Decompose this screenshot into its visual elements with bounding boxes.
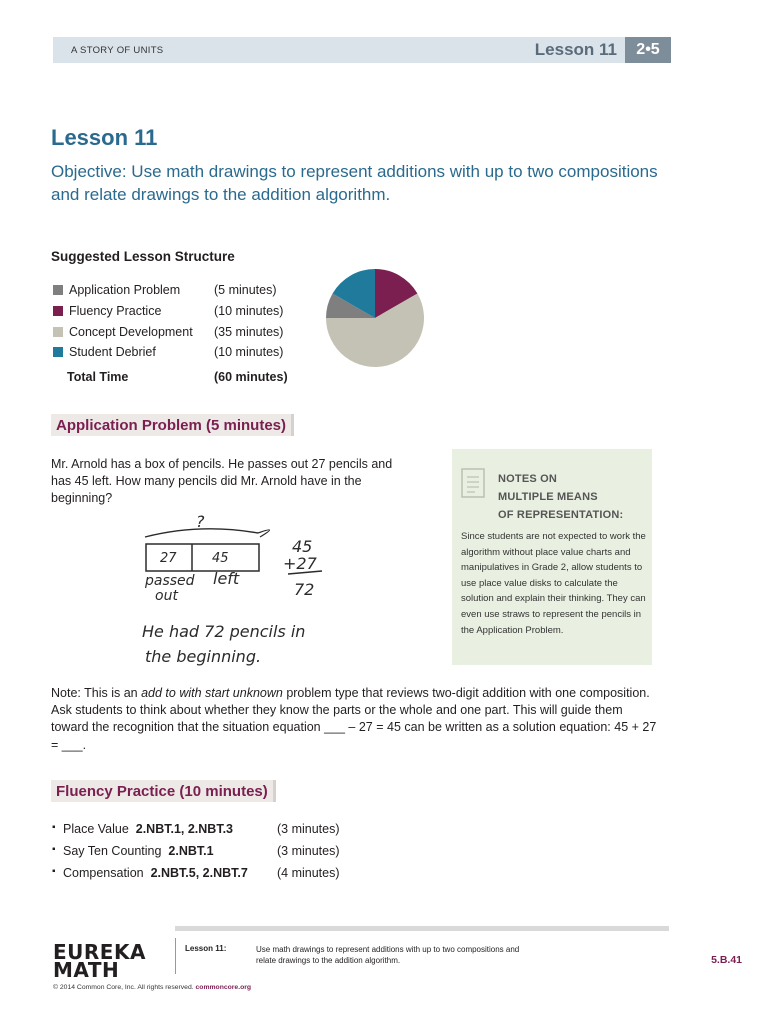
series-label: A STORY OF UNITS [71, 45, 164, 56]
application-heading: Application Problem (5 minutes) [51, 414, 291, 436]
module-badge: 2•5 [625, 37, 671, 63]
bullet-icon: ▪ [52, 866, 56, 877]
fluency-item-name: Compensation 2.NBT.5, 2.NBT.7 [63, 866, 248, 880]
header-lesson: Lesson 11 [534, 40, 617, 59]
eureka-math-logo: EUREKA MATH [53, 940, 146, 982]
hand-part-45: 45 [212, 551, 229, 566]
structure-name: Application Problem [69, 283, 181, 297]
teacher-note [51, 685, 661, 754]
footer-lesson-label: Lesson 11: [185, 944, 227, 953]
hand-answer-line1: He had 72 pencils in [142, 622, 306, 641]
fluency-item [51, 866, 371, 884]
structure-minutes: (35 minutes) [214, 325, 284, 339]
structure-minutes: (10 minutes) [214, 345, 284, 359]
structure-name: Fluency Practice [69, 304, 162, 318]
hand-addend-top: 45 [292, 537, 313, 556]
objective: Objective: Use math drawings to represent additions with up to two compositions and relate drawings to the addition algorithm. [51, 162, 658, 204]
brace-right [258, 530, 270, 537]
fluency-item [51, 822, 371, 840]
total-row [67, 370, 307, 384]
hand-part-27: 27 [160, 551, 177, 566]
lesson-title: Lesson 11 [51, 125, 158, 150]
note-emphasis: add to with start unknown [141, 686, 283, 700]
swatch-concept [53, 327, 63, 337]
swatch-application [53, 285, 63, 295]
page-header [53, 37, 671, 63]
note-suffix: problem type that reviews two-digit addition with one composition. Ask students to think about whether they know the parts or the whole and one part. This will guide them toward the recognition that the situation equation ___ – 27 = 45 can be written as a solution equation: 45 + 27 = ___. [51, 686, 657, 752]
hand-label-passed: passed [145, 573, 195, 589]
fluency-item-minutes: (3 minutes) [277, 844, 340, 858]
structure-minutes: (5 minutes) [214, 283, 277, 297]
page-number: 5.B.41 [711, 954, 742, 966]
fluency-item-name: Say Ten Counting 2.NBT.1 [63, 844, 214, 858]
hand-sum: 72 [294, 580, 315, 599]
fluency-item [51, 844, 371, 862]
application-problem-text: Mr. Arnold has a box of pencils. He passes out 27 pencils and has 45 left. How many pencils did Mr. Arnold have in the beginning? [51, 457, 393, 505]
notes-sidebar [452, 449, 652, 665]
footer-description: Use math drawings to represent additions with up to two compositions and relate drawings to the addition algorithm. [256, 945, 520, 965]
fluency-heading: Fluency Practice (10 minutes) [51, 780, 273, 802]
notes-text: Since students are not expected to work the algorithm without place value charts and manipulatives in Grade 2, allow students to use place value disks to calculate the solution and explain their thinking. They can even use straws to represent the pencils in the Application Problem. [461, 531, 646, 636]
bullet-icon: ▪ [52, 822, 56, 833]
fluency-item-minutes: (3 minutes) [277, 822, 340, 836]
notes-title-line1: NOTES ON [498, 473, 558, 485]
notes-title-line2: MULTIPLE MEANS [498, 491, 598, 503]
structure-name: Concept Development [69, 325, 193, 339]
hand-answer-line2: the beginning. [145, 647, 262, 666]
structure-heading: Suggested Lesson Structure [51, 249, 235, 264]
hand-question-mark: ? [196, 512, 205, 531]
swatch-fluency [53, 306, 63, 316]
note-prefix: Note: This is an [51, 686, 142, 700]
copyright-site: commoncore.org [195, 984, 252, 991]
notes-title [498, 470, 623, 524]
fluency-item-minutes: (4 minutes) [277, 866, 340, 880]
total-label: Total Time [67, 370, 129, 384]
swatch-debrief [53, 347, 63, 357]
footer-divider [175, 938, 176, 974]
fluency-item-name: Place Value 2.NBT.1, 2.NBT.3 [63, 822, 234, 836]
lesson-structure-pie [325, 268, 425, 368]
bullet-icon: ▪ [52, 844, 56, 855]
structure-name: Student Debrief [69, 345, 156, 359]
hand-label-left: left [213, 569, 240, 588]
hand-addend-bottom: +27 [283, 554, 317, 573]
footer-rule [175, 926, 669, 931]
structure-minutes: (10 minutes) [214, 304, 284, 318]
notes-document-icon [460, 467, 488, 501]
total-minutes: (60 minutes) [214, 370, 288, 384]
notes-title-line3: OF REPRESENTATION: [498, 509, 624, 521]
copyright: © 2014 Common Core, Inc. All rights reserved. commoncore.org [53, 984, 252, 991]
hand-label-out: out [155, 588, 178, 604]
